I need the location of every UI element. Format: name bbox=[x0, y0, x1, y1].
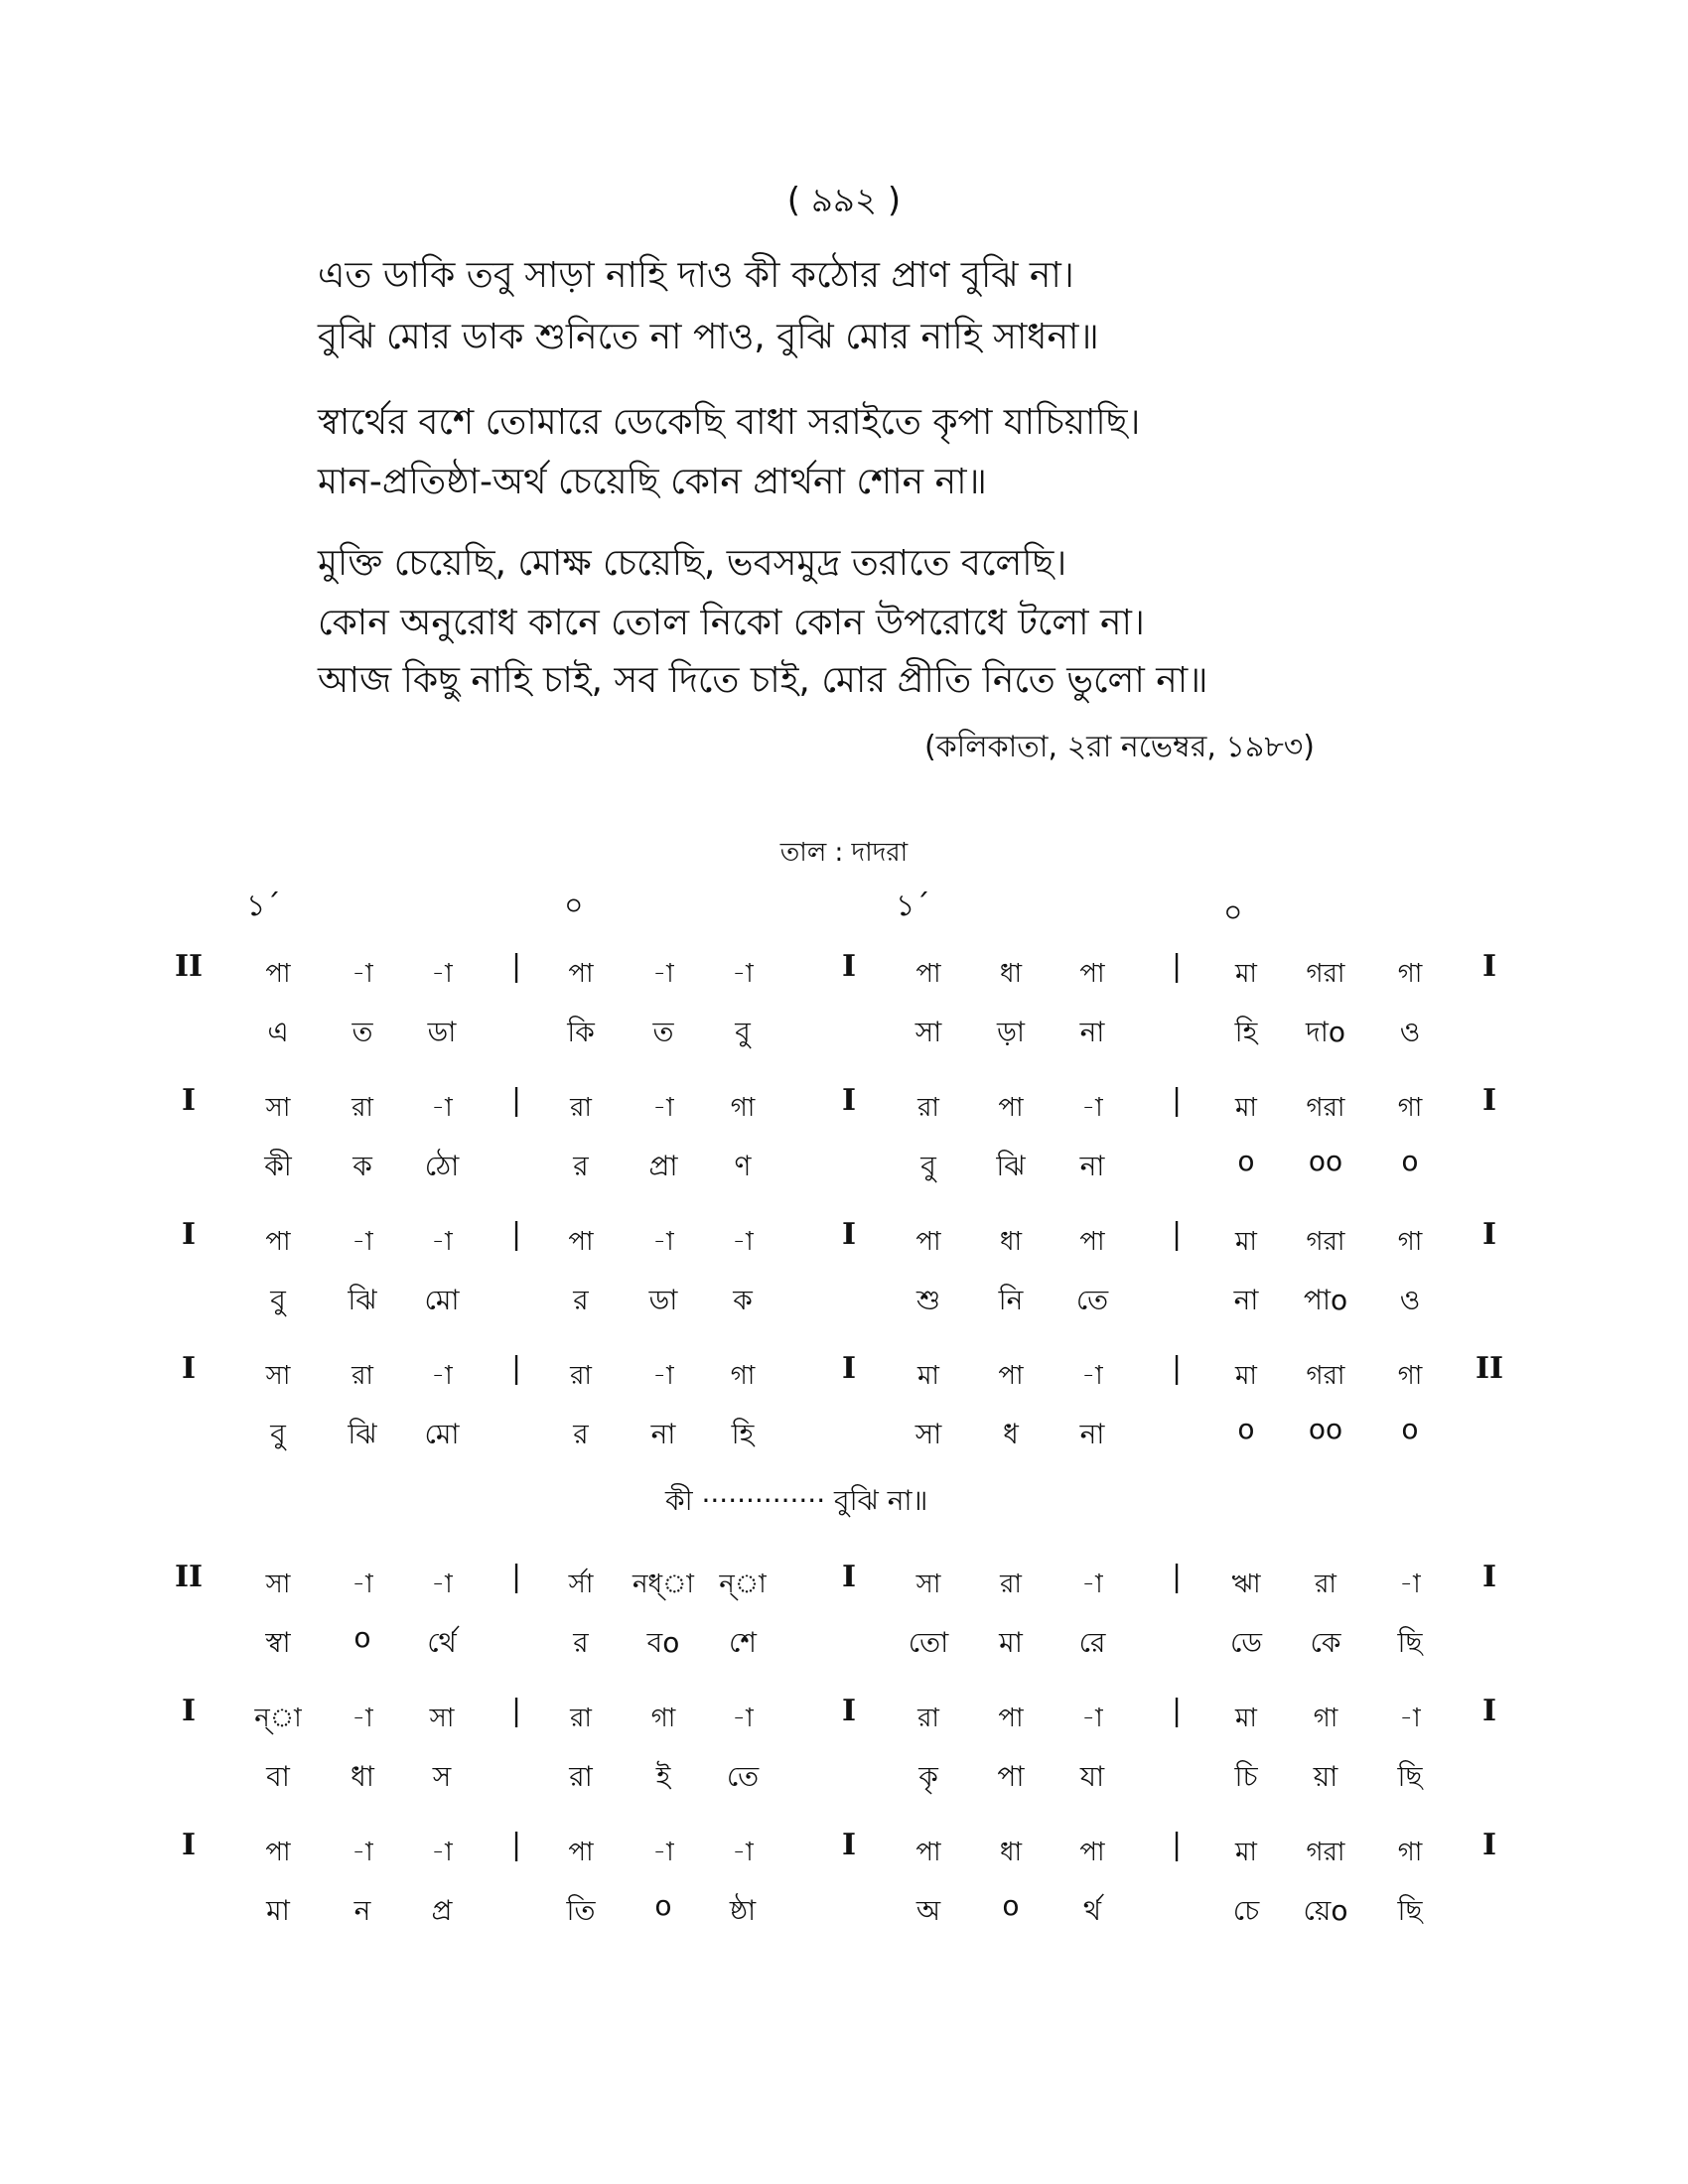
barline: | bbox=[510, 1560, 522, 1594]
lyric-syllable: ক bbox=[733, 1284, 753, 1316]
note-cell: -া bbox=[431, 1838, 453, 1867]
note-cell: মা bbox=[1235, 1227, 1257, 1257]
lyric-line: এত ডাকি তবু সাড়া নাহি দাও কী কঠোর প্রাণ বুঝি না। bbox=[318, 255, 1074, 296]
note-cell: -া bbox=[431, 1361, 453, 1391]
note-cell: সা bbox=[429, 1704, 455, 1733]
note-cell: রা bbox=[1315, 1570, 1336, 1599]
lyric-syllable: ই bbox=[655, 1760, 671, 1793]
lyric-syllable: কৃ bbox=[918, 1760, 938, 1793]
note-cell: রা bbox=[917, 1093, 939, 1123]
note-cell: পা bbox=[915, 959, 941, 989]
lyric-syllable: ঝি bbox=[348, 1418, 377, 1450]
lyric-syllable: তে bbox=[726, 1760, 760, 1793]
lyric-syllable: র bbox=[573, 1418, 589, 1450]
lyric-syllable: চে bbox=[1232, 1894, 1260, 1927]
note-cell: মা bbox=[1235, 1838, 1257, 1867]
note-cell: নধ্া bbox=[633, 1570, 694, 1599]
note-cell: মা bbox=[1235, 959, 1257, 989]
lyric-syllable: ছি bbox=[1397, 1626, 1423, 1659]
lyric-syllable: প্রা bbox=[648, 1150, 678, 1182]
barline: I bbox=[841, 1217, 857, 1252]
barline: | bbox=[510, 1351, 522, 1386]
row-end-barline: I bbox=[1481, 1560, 1497, 1594]
beat-marker: ০ bbox=[1223, 895, 1243, 930]
lyric-syllable: অ bbox=[915, 1894, 941, 1927]
lyric-syllable: চি bbox=[1234, 1760, 1258, 1793]
lyric-syllable: র bbox=[573, 1626, 589, 1659]
lyric-syllable: পা bbox=[997, 1760, 1025, 1793]
note-cell: -া bbox=[431, 959, 453, 989]
note-cell: -া bbox=[431, 1093, 453, 1123]
lyric-syllable: যা bbox=[1079, 1760, 1105, 1793]
note-cell: পা bbox=[265, 959, 291, 989]
lyric-line: স্বার্থের বশে তোমারে ডেকেছি বাধা সরাইতে কৃপা যাচিয়াছি। bbox=[318, 402, 1141, 443]
lyric-syllable: বু bbox=[270, 1418, 286, 1450]
barline: | bbox=[1171, 1083, 1183, 1118]
note-cell: গরা bbox=[1306, 1361, 1345, 1391]
row-start-barline: I bbox=[181, 1217, 197, 1252]
note-cell: -া bbox=[652, 1361, 674, 1391]
note-cell: পা bbox=[1079, 1838, 1105, 1867]
row-end-barline: I bbox=[1481, 1694, 1497, 1728]
lyric-syllable: সা bbox=[914, 1016, 942, 1048]
song-number: ( ৯৯২ ) bbox=[786, 181, 902, 220]
lyric-syllable: নি bbox=[998, 1284, 1024, 1316]
barline: I bbox=[841, 949, 857, 984]
lyric-syllable: স্বা bbox=[265, 1626, 291, 1659]
lyric-syllable: র bbox=[573, 1284, 589, 1316]
lyric-syllable: ডে bbox=[1230, 1626, 1262, 1659]
lyric-syllable: ছি bbox=[1397, 1894, 1423, 1927]
lyric-syllable: o bbox=[1401, 1413, 1419, 1445]
lyric-syllable: বু bbox=[735, 1016, 751, 1048]
barline: I bbox=[841, 1694, 857, 1728]
lyric-syllable: oo bbox=[1308, 1413, 1343, 1445]
lyric-syllable: র bbox=[573, 1150, 589, 1182]
note-cell: গরা bbox=[1306, 1093, 1345, 1123]
lyric-syllable: o bbox=[1237, 1145, 1255, 1177]
lyric-syllable: না bbox=[1079, 1016, 1105, 1048]
lyric-syllable: য়েo bbox=[1303, 1894, 1348, 1927]
barline: | bbox=[1171, 1828, 1183, 1862]
lyric-syllable: ণ bbox=[734, 1150, 752, 1182]
lyric-line: আজ কিছু নাহি চাই, সব দিতে চাই, মোর প্রীতি নিতে ভুলো না॥ bbox=[318, 660, 1208, 701]
note-cell: গরা bbox=[1306, 1838, 1345, 1867]
lyric-syllable: কি bbox=[567, 1016, 595, 1048]
note-cell: ধা bbox=[999, 1227, 1023, 1257]
note-cell: পা bbox=[915, 1838, 941, 1867]
note-cell: সা bbox=[265, 1361, 291, 1391]
note-cell: রা bbox=[917, 1704, 939, 1733]
lyric-syllable: তি bbox=[566, 1894, 596, 1927]
note-cell: গা bbox=[1397, 1361, 1423, 1391]
lyric-syllable: র্থে bbox=[427, 1626, 457, 1659]
lyric-syllable: o bbox=[1401, 1145, 1419, 1177]
note-cell: রা bbox=[1000, 1570, 1022, 1599]
lyric-syllable: না bbox=[650, 1418, 676, 1450]
note-cell: রা bbox=[570, 1704, 592, 1733]
lyric-syllable: বু bbox=[920, 1150, 936, 1182]
note-cell: -া bbox=[732, 1704, 754, 1733]
lyric-line: মান-প্রতিষ্ঠা-অর্থ চেয়েছি কোন প্রার্থনা শোন না॥ bbox=[318, 462, 987, 502]
lyric-syllable: ত bbox=[352, 1016, 373, 1048]
row-start-barline: I bbox=[181, 1351, 197, 1386]
note-cell: গা bbox=[730, 1093, 756, 1123]
lyric-syllable: পাo bbox=[1303, 1284, 1348, 1316]
lyric-syllable: মো bbox=[424, 1284, 460, 1316]
note-cell: গা bbox=[730, 1361, 756, 1391]
lyric-syllable: না bbox=[1079, 1150, 1105, 1182]
lyric-line: কোন অনুরোধ কানে তোল নিকো কোন উপরোধে টলো না। bbox=[318, 603, 1145, 643]
lyric-syllable: o bbox=[654, 1889, 672, 1922]
note-cell: পা bbox=[1079, 959, 1105, 989]
note-cell: -া bbox=[352, 1704, 373, 1733]
note-cell: পা bbox=[915, 1227, 941, 1257]
row-start-barline: I bbox=[181, 1828, 197, 1862]
lyric-syllable: o bbox=[353, 1621, 371, 1654]
note-cell: পা bbox=[998, 1704, 1024, 1733]
lyric-syllable: কী bbox=[264, 1150, 292, 1182]
barline: I bbox=[841, 1083, 857, 1118]
lyric-syllable: না bbox=[1233, 1284, 1259, 1316]
note-cell: ধা bbox=[999, 959, 1023, 989]
lyric-syllable: ছি bbox=[1397, 1760, 1423, 1793]
note-cell: -া bbox=[1081, 1570, 1103, 1599]
note-cell: গা bbox=[1397, 1093, 1423, 1123]
barline: | bbox=[1171, 1351, 1183, 1386]
row-end-barline: I bbox=[1481, 1828, 1497, 1862]
beat-marker: ০ bbox=[564, 888, 584, 923]
note-cell: -া bbox=[1081, 1704, 1103, 1733]
row-start-barline: I bbox=[181, 1694, 197, 1728]
note-cell: গা bbox=[1313, 1704, 1338, 1733]
lyric-syllable: ঝি bbox=[996, 1150, 1026, 1182]
lyric-syllable: শে bbox=[729, 1626, 757, 1659]
note-cell: রা bbox=[570, 1361, 592, 1391]
lyric-syllable: ষ্ঠা bbox=[729, 1894, 757, 1927]
lyric-syllable: র্থ bbox=[1082, 1894, 1102, 1927]
note-cell: রা bbox=[352, 1093, 373, 1123]
note-cell: -া bbox=[732, 959, 754, 989]
lyric-syllable: দাo bbox=[1306, 1016, 1345, 1048]
lyric-line: বুঝি মোর ডাক শুনিতে না পাও, বুঝি মোর নাহি সাধনা॥ bbox=[318, 317, 1099, 357]
lyric-syllable: য়া bbox=[1313, 1760, 1338, 1793]
note-cell: -া bbox=[352, 1838, 373, 1867]
note-cell: -া bbox=[352, 1570, 373, 1599]
note-cell: সা bbox=[265, 1093, 291, 1123]
lyric-syllable: ন bbox=[353, 1894, 371, 1927]
note-cell: -া bbox=[732, 1838, 754, 1867]
taal-label: তাল : দাদরা bbox=[779, 838, 909, 868]
note-cell: ঋা bbox=[1231, 1570, 1261, 1599]
note-cell: পা bbox=[568, 1227, 594, 1257]
note-cell: পা bbox=[568, 959, 594, 989]
barline: | bbox=[1171, 949, 1183, 984]
row-start-barline: II bbox=[174, 949, 204, 984]
note-cell: মা bbox=[1235, 1361, 1257, 1391]
lyric-syllable: সা bbox=[914, 1418, 942, 1450]
barline: | bbox=[510, 1694, 522, 1728]
lyric-syllable: ও bbox=[1399, 1284, 1421, 1316]
note-cell: গা bbox=[1397, 959, 1423, 989]
lyric-syllable: ধা bbox=[351, 1760, 374, 1793]
lyric-line: মুক্তি চেয়েছি, মোক্ষ চেয়েছি, ভবসমুদ্র তরাতে বলেছি। bbox=[318, 543, 1067, 584]
lyric-syllable: ক bbox=[352, 1150, 372, 1182]
note-cell: -া bbox=[1399, 1704, 1421, 1733]
lyric-syllable: ড়া bbox=[996, 1016, 1026, 1048]
note-cell: -া bbox=[732, 1227, 754, 1257]
note-cell: পা bbox=[265, 1227, 291, 1257]
lyric-syllable: ধ bbox=[1003, 1418, 1019, 1450]
beat-marker: ১´ bbox=[246, 888, 281, 923]
note-cell: -া bbox=[431, 1227, 453, 1257]
note-cell: -া bbox=[652, 959, 674, 989]
lyric-syllable: বা bbox=[266, 1760, 290, 1793]
note-cell: র্সা bbox=[568, 1570, 594, 1599]
lyric-syllable: তো bbox=[908, 1626, 949, 1659]
lyric-syllable: বo bbox=[646, 1626, 680, 1659]
note-cell: পা bbox=[1079, 1227, 1105, 1257]
beat-marker: ১´ bbox=[896, 888, 930, 923]
note-cell: পা bbox=[998, 1093, 1024, 1123]
row-end-barline: I bbox=[1481, 949, 1497, 984]
lyric-syllable: তে bbox=[1075, 1284, 1109, 1316]
lyric-syllable: ডা bbox=[648, 1284, 678, 1316]
barline: I bbox=[841, 1560, 857, 1594]
row-end-barline: I bbox=[1481, 1217, 1497, 1252]
lyric-syllable: রা bbox=[569, 1760, 593, 1793]
lyric-syllable: oo bbox=[1308, 1145, 1343, 1177]
note-cell: গরা bbox=[1306, 959, 1345, 989]
note-cell: গা bbox=[650, 1704, 676, 1733]
lyric-syllable: রে bbox=[1078, 1626, 1106, 1659]
note-cell: মা bbox=[1235, 1704, 1257, 1733]
barline: | bbox=[510, 1083, 522, 1118]
barline: I bbox=[841, 1828, 857, 1862]
note-cell: পা bbox=[265, 1838, 291, 1867]
lyric-syllable: কে bbox=[1310, 1626, 1341, 1659]
note-cell: মা bbox=[917, 1361, 939, 1391]
lyric-syllable: o bbox=[1237, 1413, 1255, 1445]
note-cell: -া bbox=[352, 1227, 373, 1257]
lyric-syllable: এ bbox=[267, 1016, 289, 1048]
lyric-syllable: প্র bbox=[431, 1894, 453, 1927]
barline: | bbox=[1171, 1217, 1183, 1252]
row-end-barline: I bbox=[1481, 1083, 1497, 1118]
note-cell: ন্া bbox=[719, 1570, 767, 1599]
note-cell: পা bbox=[568, 1838, 594, 1867]
note-cell: রা bbox=[570, 1093, 592, 1123]
note-cell: -া bbox=[1399, 1570, 1421, 1599]
note-cell: -া bbox=[1081, 1361, 1103, 1391]
row-start-barline: II bbox=[174, 1560, 204, 1594]
note-cell: -া bbox=[352, 959, 373, 989]
lyric-syllable: o bbox=[1002, 1889, 1020, 1922]
barline: | bbox=[510, 1217, 522, 1252]
refrain-line: কী ·············· বুঝি না॥ bbox=[665, 1484, 928, 1517]
note-cell: পা bbox=[998, 1361, 1024, 1391]
lyric-syllable: স bbox=[432, 1760, 452, 1793]
lyric-syllable: না bbox=[1079, 1418, 1105, 1450]
lyric-syllable: শু bbox=[915, 1284, 941, 1316]
note-cell: রা bbox=[352, 1361, 373, 1391]
barline: I bbox=[841, 1351, 857, 1386]
source-note: (কলিকাতা, ২রা নভেম্বর, ১৯৮৩) bbox=[923, 730, 1315, 764]
lyric-syllable: হি bbox=[1234, 1016, 1258, 1048]
note-cell: -া bbox=[1081, 1093, 1103, 1123]
barline: | bbox=[1171, 1694, 1183, 1728]
lyric-syllable: মা bbox=[999, 1626, 1023, 1659]
lyric-syllable: ঠো bbox=[424, 1150, 460, 1182]
note-cell: -া bbox=[652, 1838, 674, 1867]
row-end-barline: II bbox=[1475, 1351, 1504, 1386]
note-cell: ন্া bbox=[254, 1704, 302, 1733]
note-cell: মা bbox=[1235, 1093, 1257, 1123]
note-cell: ধা bbox=[999, 1838, 1023, 1867]
note-cell: সা bbox=[265, 1570, 291, 1599]
lyric-syllable: ঝি bbox=[348, 1284, 377, 1316]
lyric-syllable: মা bbox=[266, 1894, 290, 1927]
note-cell: গা bbox=[1397, 1227, 1423, 1257]
note-cell: সা bbox=[915, 1570, 941, 1599]
barline: | bbox=[1171, 1560, 1183, 1594]
note-cell: গরা bbox=[1306, 1227, 1345, 1257]
lyric-syllable: ও bbox=[1399, 1016, 1421, 1048]
row-start-barline: I bbox=[181, 1083, 197, 1118]
note-cell: -া bbox=[431, 1570, 453, 1599]
note-cell: -া bbox=[652, 1093, 674, 1123]
lyric-syllable: ডা bbox=[427, 1016, 457, 1048]
barline: | bbox=[510, 949, 522, 984]
note-cell: -া bbox=[652, 1227, 674, 1257]
lyric-syllable: মো bbox=[424, 1418, 460, 1450]
lyric-syllable: বু bbox=[270, 1284, 286, 1316]
barline: | bbox=[510, 1828, 522, 1862]
lyric-syllable: ত bbox=[652, 1016, 674, 1048]
lyric-syllable: হি bbox=[731, 1418, 755, 1450]
note-cell: গা bbox=[1397, 1838, 1423, 1867]
